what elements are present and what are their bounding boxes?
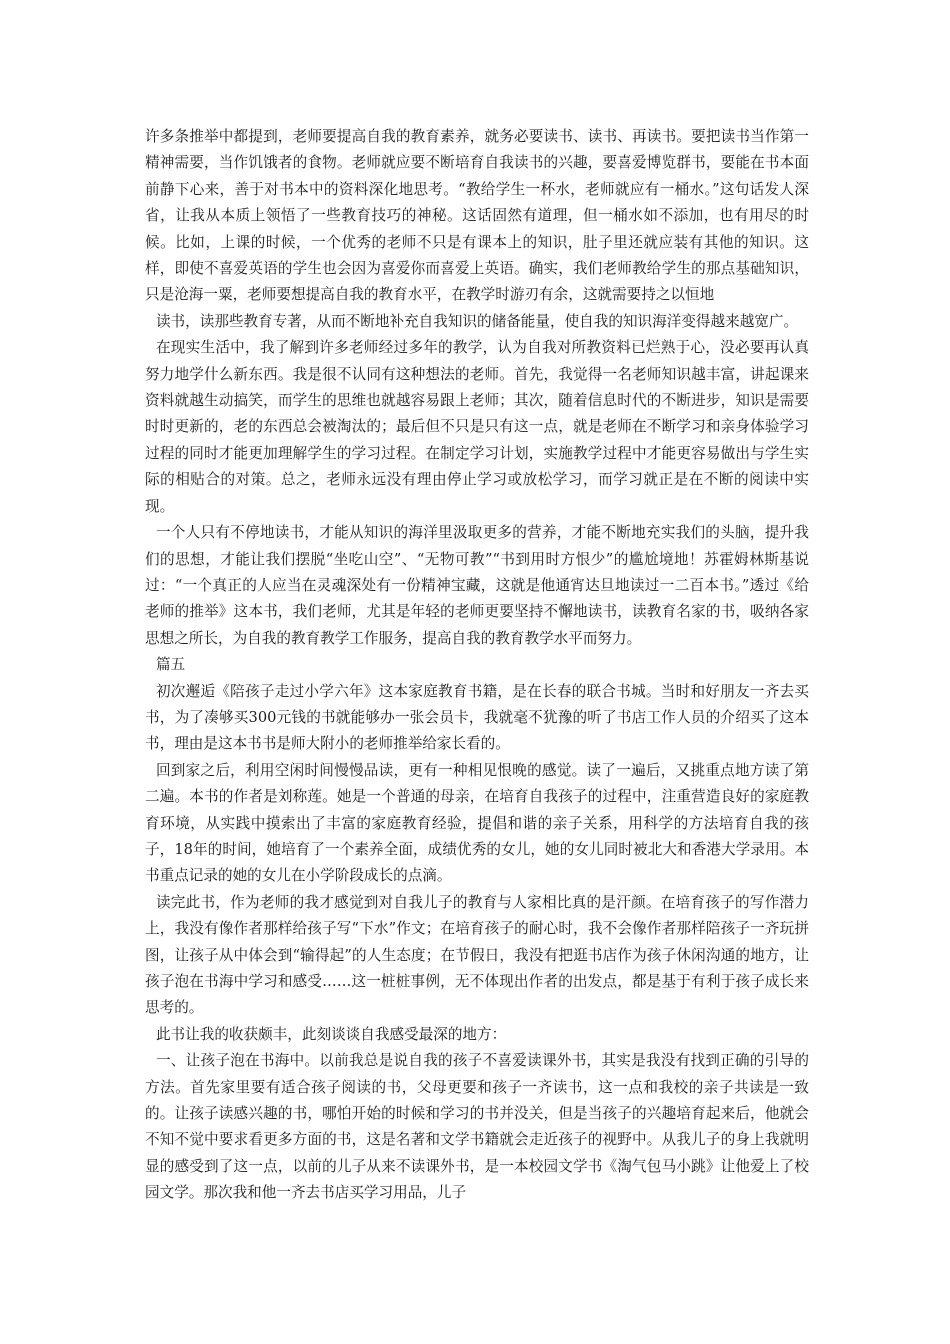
paragraph: 读书，读那些教育专著，从而不断地补充自我知识的储备能量，使自我的知识海洋变得越来越宽广。 bbox=[155, 312, 799, 330]
paragraph: 此书让我的收获颇丰，此刻谈谈自我感受最深的地方： bbox=[155, 1025, 507, 1043]
paragraph: 许多条推举中都提到，老师要提高自我的教育素养，就务必要读书、读书、再读书。要把读书当作第一精神需要，当作饥饿者的食物。老师就应要不断培育自我读书的兴趣，要喜爱博览群书，要能在书本面前静下心来，善于对书本中的资料深化地思考。“教给学生一杯水，老师就应有一桶水。”这句话发人深省，让我从本质上领悟了一些教育技巧的神秘。这话固然有道理，但一桶水如不添加，也有用尽的时候。比如，上课的时候，一个优秀的老师不只是有课本上的知识，肚子里还就应装有其他的知识。这样，即使不喜爱英语的学生也会因为喜爱你而喜爱上英语。确实，我们老师教给学生的那点基础知识，只是沧海一粟，老师要想提高自我的教育水平，在教学时游刃有余，这就需要持之以恒地 bbox=[145, 128, 809, 304]
paragraph: 回到家之后，利用空闲时间慢慢品读，更有一种相见恨晚的感觉。读了一遍后，又挑重点地方读了第二遍。本书的作者是刘称莲。她是一个普通的母亲，在培育自我孩子的过程中，注重营造良好的家庭教育环境，从实践中摸索出了丰富的家庭教育经验，提倡和谐的亲子关系，用科学的方法培育自我的孩子，18年的时间，她培育了一个素养全面，成绩优秀的女儿，她的女儿同时被北大和香港大学录用。本书重点记录的她的女儿在小学阶段成长的点滴。 bbox=[145, 761, 809, 885]
section-heading: 篇五 bbox=[155, 656, 186, 674]
document-body bbox=[145, 124, 809, 1207]
paragraph: 一、让孩子泡在书海中。以前我总是说自我的孩子不喜爱读课外书，其实是我没有找到正确的引导的方法。首先家里要有适合孩子阅读的书，父母更要和孩子一齐读书，这一点和我校的亲子共读是一致的。让孩子读感兴趣的书，哪怕开始的时候和学习的书并没关，但是当孩子的兴趣培育起来后，他就会不知不觉中要求看更多方面的书，这是名著和文学书籍就会走近孩子的视野中。从我儿子的身上我就明显的感受到了这一点，以前的儿子从来不读课外书，是一本校园文学书《淘气包马小跳》让他爱上了校园文学。那次我和他一齐去书店买学习用品，儿子 bbox=[145, 1052, 809, 1202]
paragraph: 初次邂逅《陪孩子走过小学六年》这本家庭教育书籍，是在长春的联合书城。当时和好朋友一齐去买书，为了凑够买300元钱的书就能够办一张会员卡，我就毫不犹豫的听了书店工作人员的介绍买了这本书，理由是这本书书是师大附小的老师推举给家长看的。 bbox=[145, 682, 809, 753]
paragraph: 在现实生活中，我了解到许多老师经过多年的教学，认为自我对所教资料已烂熟于心，没必要再认真努力地学什么新东西。我是很不认同有这种想法的老师。首先，我觉得一名老师知识越丰富，讲起课来资料就越生动搞笑，而学生的思维也就越容易跟上老师；其次，随着信息时代的不断进步，知识是需要时时更新的，老的东西总会被淘汰的；最后但不只是只有这一点，就是老师在不断学习和亲身体验学习过程的同时才能更加理解学生的学习过程。在制定学习计划，实施教学过程中才能更容易做出与学生实际的相贴合的对策。总之，老师永远没有理由停止学习或放松学习，而学习就正是在不断的阅读中实现。 bbox=[145, 339, 809, 515]
paragraph: 一个人只有不停地读书，才能从知识的海洋里汲取更多的营养，才能不断地充实我们的头脑，提升我们的思想，才能让我们摆脱“坐吃山空”、“无物可教”“书到用时方恨少”的尴尬境地！苏霍姆林斯基说过：“一个真正的人应当在灵魂深处有一份精神宝藏，这就是他通宵达旦地读过一二百本书。”透过《给老师的推举》这本书，我们老师，尤其是年轻的老师更要坚持不懈地读书，读教育名家的书，吸纳各家思想之所长，为自我的教育教学工作服务，提高自我的教育教学水平而努力。 bbox=[145, 524, 809, 647]
paragraph: 读完此书，作为老师的我才感觉到对自我儿子的教育与人家相比真的是汗颜。在培育孩子的写作潜力上，我没有像作者那样给孩子写“下水”作文；在培育孩子的耐心时，我不会像作者那样陪孩子一齐玩拼图，让孩子从中体会到“输得起”的人生态度；在节假日，我没有把逛书店作为孩子休闲沟通的地方，让孩子泡在书海中学习和感受……这一桩桩事例，无不体现出作者的出发点，都是基于有利于孩子成长来思考的。 bbox=[145, 893, 809, 1017]
